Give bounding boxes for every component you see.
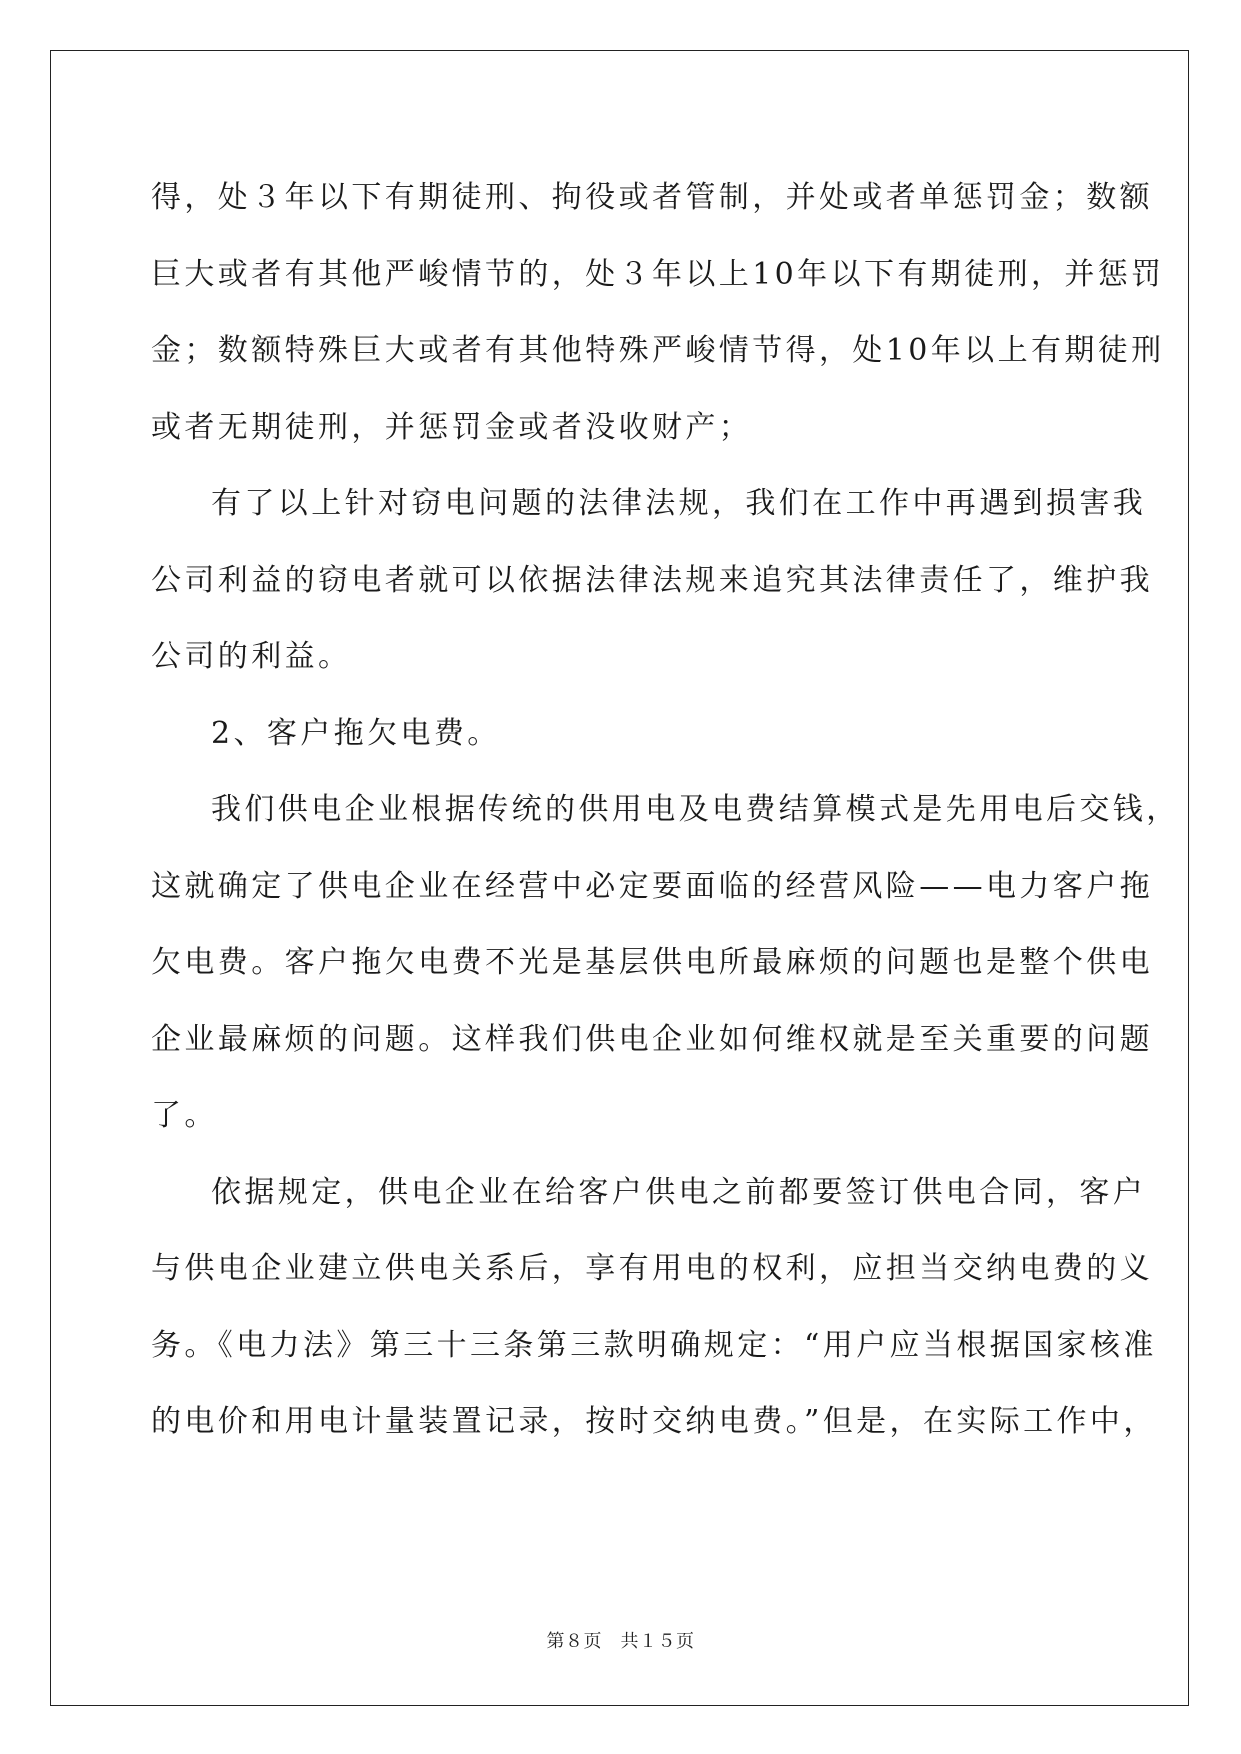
text-line: 与供电企业建立供电关系后，享有用电的权利，应担当交纳电费的义 (151, 1251, 1153, 1286)
section-heading: 2、客户拖欠电费。 (211, 715, 501, 751)
text-line: 这就确定了供电企业在经营中必定要面临的经营风险——电力客户拖 (151, 868, 1153, 904)
text-line: 企业最麻烦的问题。这样我们供电企业如何维权就是至关重要的问题 (151, 1021, 1153, 1057)
text-line: 公司利益的窃电者就可以依据法律法规来追究其法律责任了，维护我 (151, 562, 1153, 598)
document-body (151, 160, 1180, 1461)
text-line: 欠电费。客户拖欠电费不光是基层供电所最麻烦的问题也是整个供电 (151, 945, 1153, 980)
page-footer: 第８页 共１５页 (546, 1631, 695, 1652)
paragraph-first-line: 我们供电企业根据传统的供用电及电费结算模式是先用电后交钱， (211, 792, 1180, 827)
paragraph-first-line: 依据规定，供电企业在给客户供电之前都要签订供电合同，客户 (211, 1174, 1147, 1210)
text-line: 务。《电力法》第三十三条第三款明确规定：“用户应当根据国家核准 (151, 1327, 1157, 1363)
paragraph-first-line: 有了以上针对窃电问题的法律法规，我们在工作中再遇到损害我 (211, 486, 1147, 521)
text-line: 或者无期徒刑，并惩罚金或者没收财产； (151, 409, 753, 445)
text-line: 金；数额特殊巨大或者有其他特殊严峻情节得，处10年以上有期徒刑 (151, 333, 1165, 368)
text-line: 了。 (151, 1098, 218, 1133)
text-line: 公司的利益。 (151, 639, 352, 674)
text-line: 巨大或者有其他严峻情节的，处３年以上10年以下有期徒刑，并惩罚 (151, 256, 1165, 292)
text-line: 的电价和用电计量装置记录，按时交纳电费。”但是，在实际工作中， (151, 1404, 1157, 1439)
text-line: 得，处３年以下有期徒刑、拘役或者管制，并处或者单惩罚金；数额 (151, 180, 1153, 215)
